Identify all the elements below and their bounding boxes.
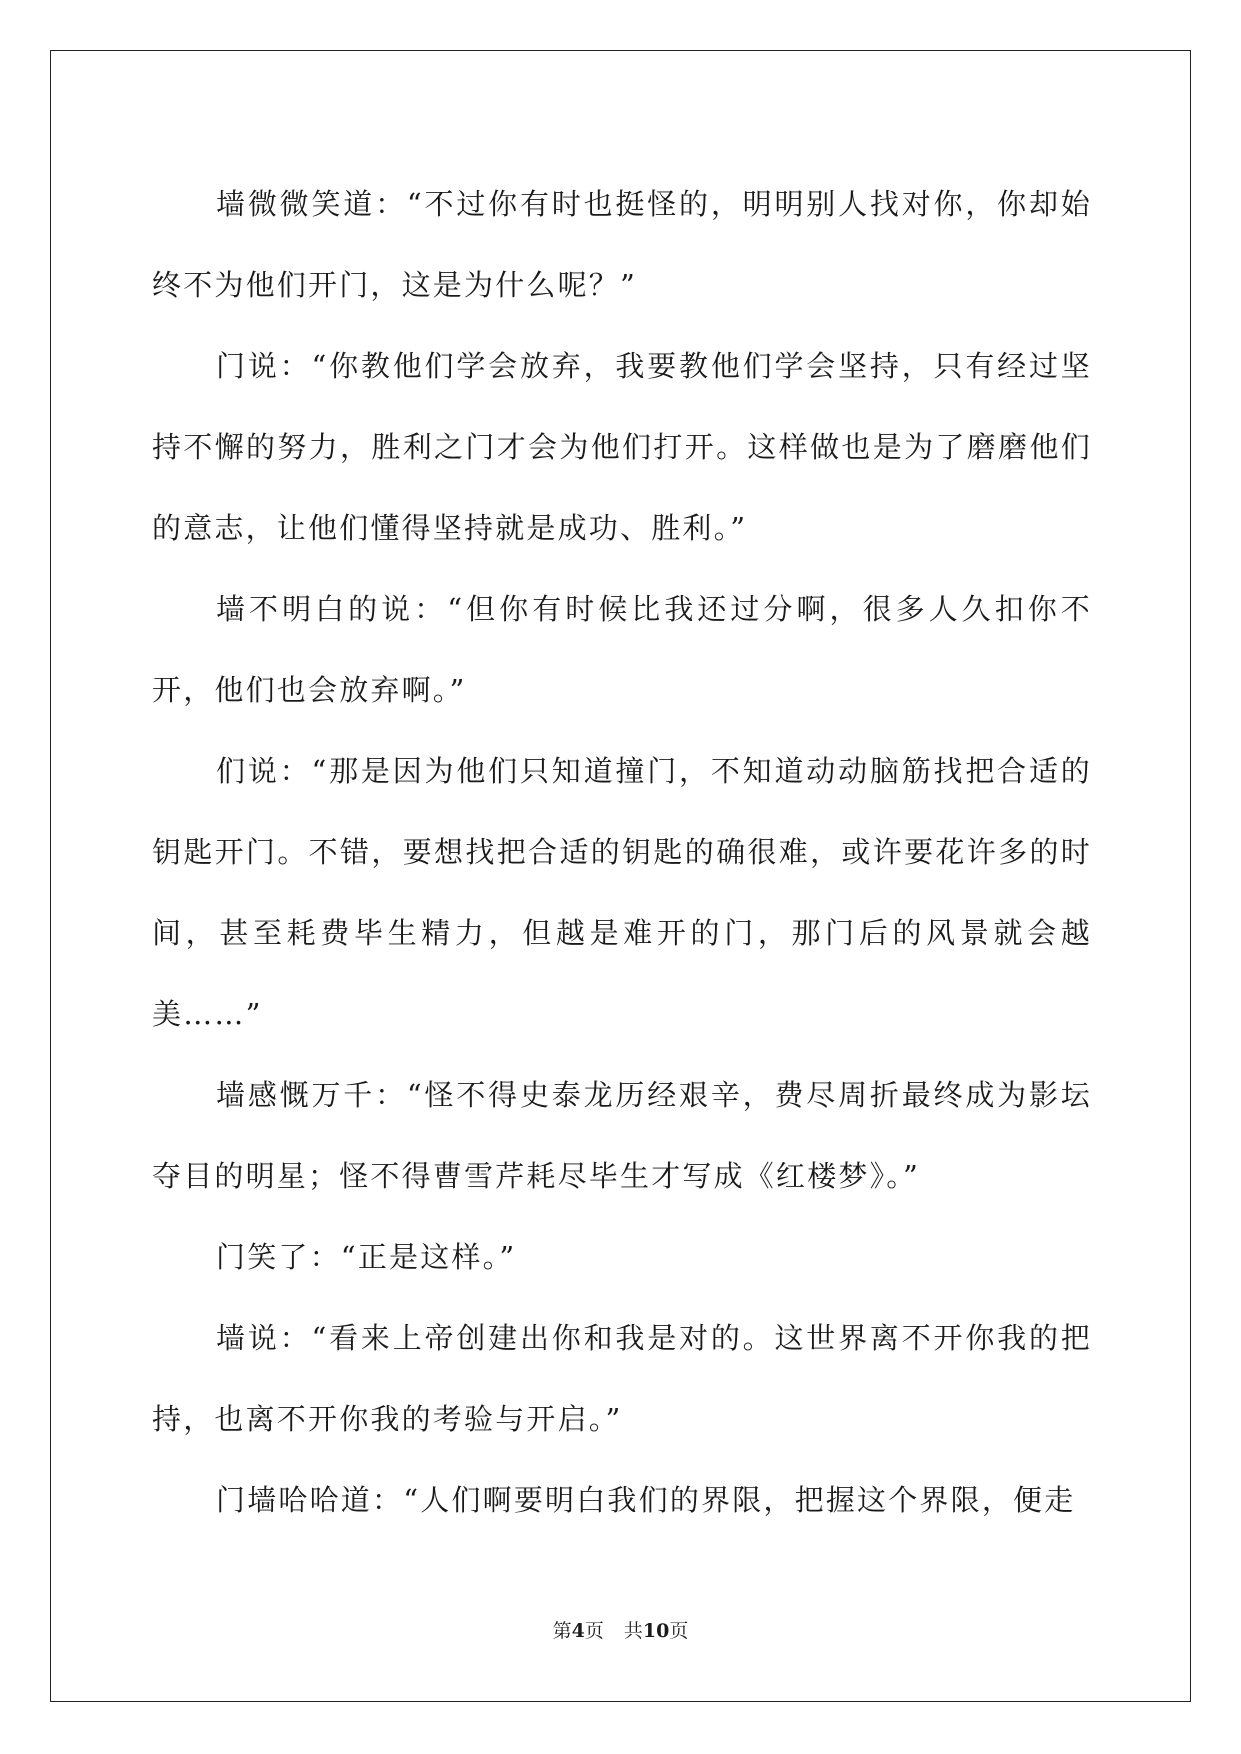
total-suffix: 页	[669, 1620, 689, 1642]
paragraph: 们说：“那是因为他们只知道撞门，不知道动动脑筋找把合适的钥匙开门。不错，要想找把合适的钥匙的确很难，或许要花许多的时间，甚至耗费毕生精力，但越是难开的门，那门后的风景就会越美……”	[152, 754, 1092, 1031]
paragraph: 墙感慨万千：“怪不得史泰龙历经艰辛，费尽周折最终成为影坛夺目的明星；怪不得曹雪芹耗尽毕生才写成《红楼梦》。”	[152, 1078, 1092, 1193]
page-prefix: 第	[552, 1620, 572, 1642]
total-pages: 10	[642, 1620, 670, 1642]
paragraph: 墙说：“看来上帝创建出你和我是对的。这世界离不开你我的把持，也离不开你我的考验与开启。”	[152, 1321, 1092, 1436]
document-body	[152, 164, 1092, 1541]
page-footer	[0, 1619, 1241, 1643]
paragraph: 墙不明白的说：“但你有时候比我还过分啊，很多人久扣你不开，他们也会放弃啊。”	[152, 592, 1092, 707]
paragraph: 门说：“你教他们学会放弃，我要教他们学会坚持，只有经过坚持不懈的努力，胜利之门才会为他们打开。这样做也是为了磨磨他们的意志，让他们懂得坚持就是成功、胜利。”	[152, 349, 1092, 545]
paragraph: 门笑了：“正是这样。”	[216, 1240, 517, 1274]
paragraph: 墙微微笑道：“不过你有时也挺怪的，明明别人找对你，你却始终不为他们开门，这是为什么呢？”	[152, 187, 1092, 302]
page-number: 4	[571, 1620, 585, 1642]
page-suffix: 页	[584, 1620, 604, 1642]
total-prefix: 共	[623, 1620, 643, 1642]
paragraph: 门墙哈哈道：“人们啊要明白我们的界限，把握这个界限，便走	[216, 1483, 1076, 1517]
